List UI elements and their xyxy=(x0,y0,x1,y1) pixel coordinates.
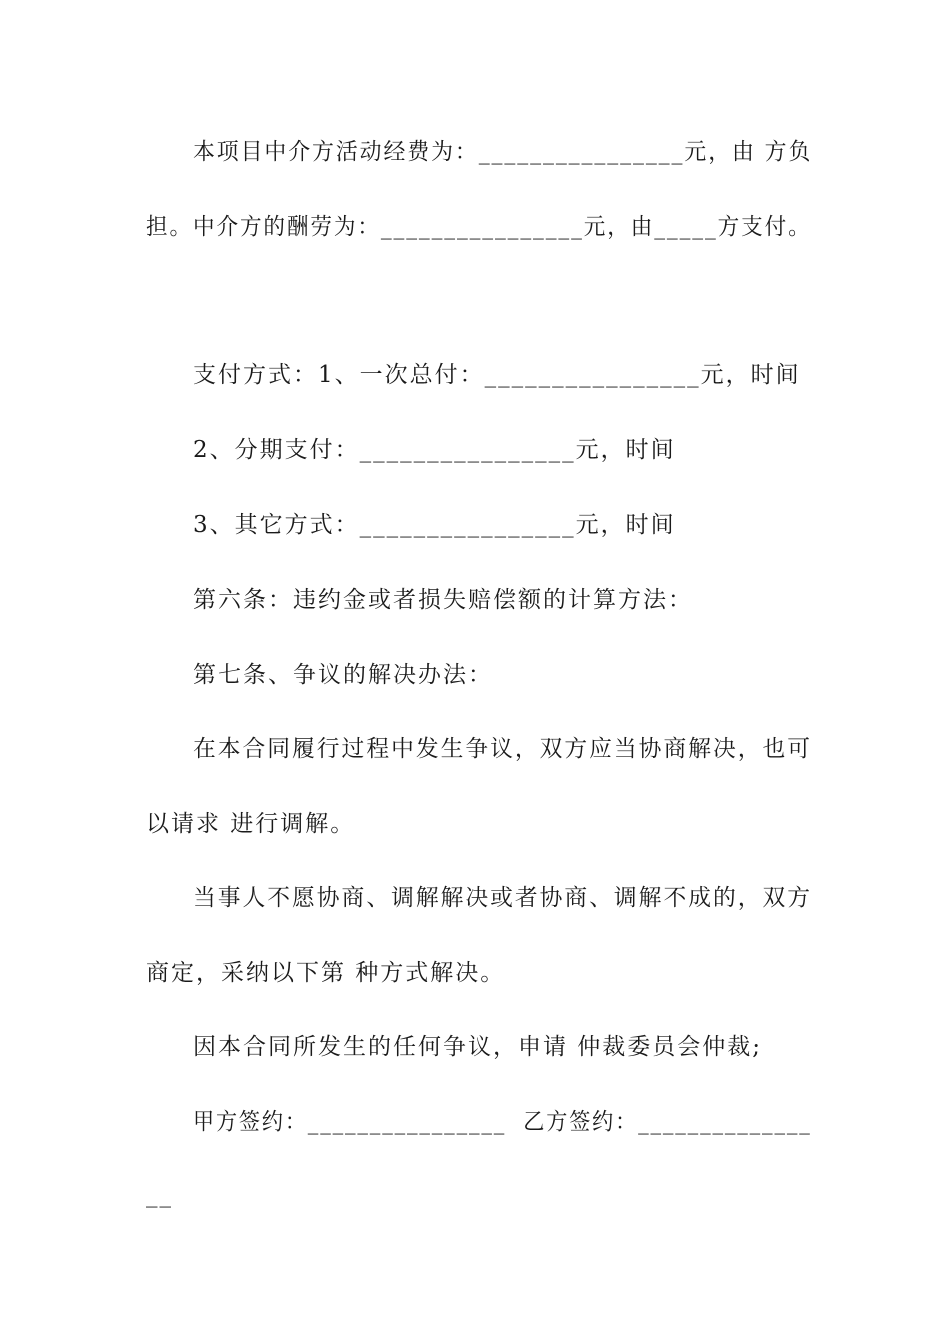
dispute-paragraph-1-cont: 以请求 进行调解。 xyxy=(146,811,356,837)
dispute-paragraph-1: 在本合同履行过程中发生争议，双方应当协商解决，也可 xyxy=(193,736,812,762)
article-six-heading: 第六条：违约金或者损失赔偿额的计算方法： xyxy=(193,587,693,613)
payment-method-line: 支付方式：1、一次总付：________________元，时间 xyxy=(193,362,801,388)
signature-line-cont: __ xyxy=(146,1182,173,1208)
installment-line: 2、分期支付：________________元，时间 xyxy=(193,437,676,463)
dispute-paragraph-2-cont: 商定，采纳以下第 种方式解决。 xyxy=(146,960,506,986)
fee-line: 本项目中介方活动经费为：________________元，由 方负 xyxy=(193,139,813,165)
dispute-paragraph-2: 当事人不愿协商、调解解决或者协商、调解不成的，双方 xyxy=(193,885,812,911)
other-method-line: 3、其它方式：________________元，时间 xyxy=(193,512,676,538)
arbitration-line: 因本合同所发生的任何争议，申请 仲裁委员会仲裁; xyxy=(193,1034,763,1060)
article-seven-heading: 第七条、争议的解决办法： xyxy=(193,662,493,688)
signature-line: 甲方签约：________________ 乙方签约：______________ xyxy=(193,1109,812,1135)
remuneration-line: 担。中介方的酬劳为：________________元，由_____方支付。 xyxy=(146,214,812,240)
